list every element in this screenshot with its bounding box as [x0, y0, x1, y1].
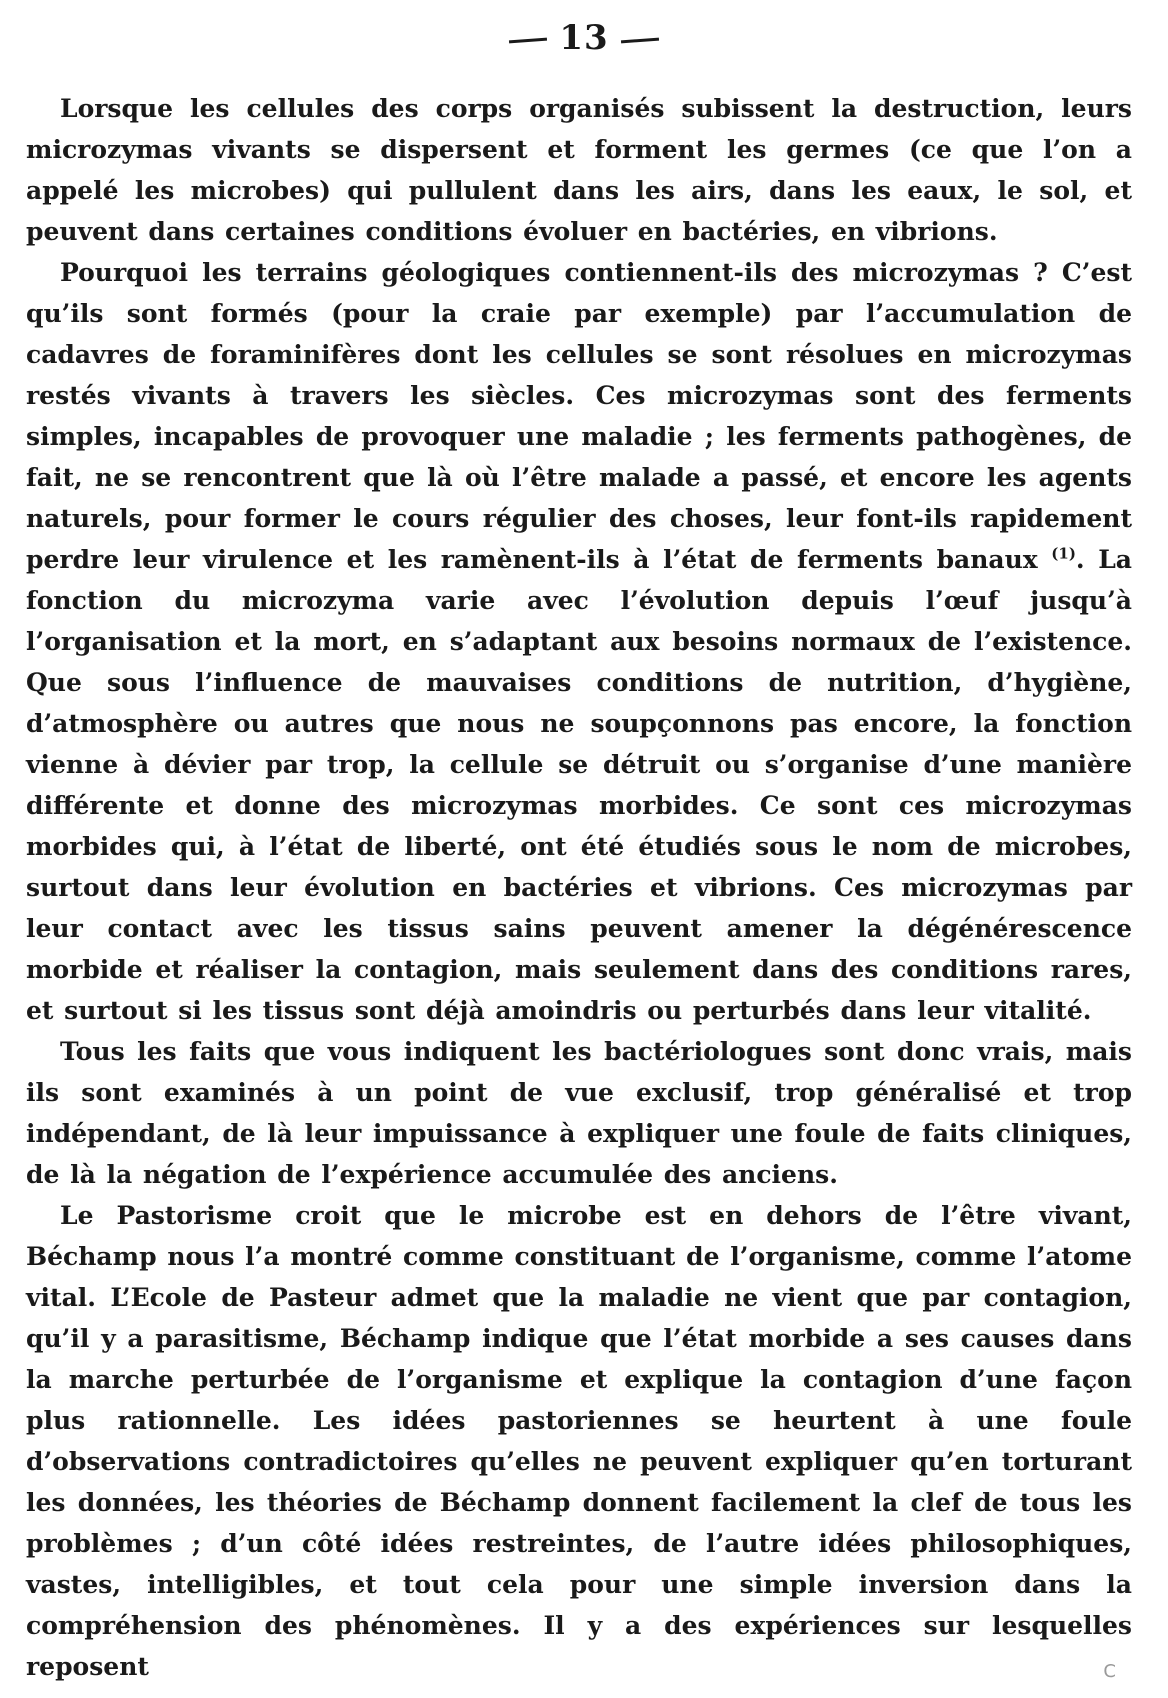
- left-dash-ornament: [509, 37, 547, 43]
- paragraph-2-part-1: Pourquoi les terrains géologiques contiennent-ils des microzymas ? C’est qu’ils sont formés (pour la craie par exemple) par l’accumulation de cadavres de foraminifères dont les cellules se sont résolues en microzymas restés vivants à travers les siècles. Ces microzymas sont des ferments simples, incapables de provoquer une maladie ; les ferments pathogènes, de fait, ne se rencontrent que là où l’être malade a passé, et encore les agents naturels, pour former le cours régulier des choses, leur font-ils rapidement perdre leur virulence et les ramènent-ils à l’état de ferments banaux: [26, 258, 1132, 574]
- paragraph-1: Lorsque les cellules des corps organisés subissent la destruction, leurs microzymas vivants se dispersent et forment les germes (ce que l’on a appelé les microbes) qui pullulent dans les airs, dans les eaux, le sol, et peuvent dans certaines conditions évoluer en bactéries, en vibrions.: [26, 94, 1132, 246]
- paragraph-2: [26, 252, 1132, 1031]
- right-dash-ornament: [621, 37, 659, 43]
- paragraph-3: Tous les faits que vous indiquent les bactériologues sont donc vrais, mais ils sont examinés à un point de vue exclusif, trop généralisé et trop indépendant, de là leur impuissance à expliquer une foule de faits cliniques, de là la négation de l’expérience accumulée des anciens.: [26, 1037, 1132, 1189]
- body-text: [26, 88, 1132, 1687]
- page-number: [0, 18, 1168, 58]
- footnote-reference: (1): [1051, 544, 1076, 563]
- paragraph-4: Le Pastorisme croit que le microbe est en dehors de l’être vivant, Béchamp nous l’a montré comme constituant de l’organisme, comme l’atome vital. L’Ecole de Pasteur admet que la maladie ne vient que par contagion, qu’il y a parasitisme, Béchamp indique que l’état morbide a ses causes dans la marche perturbée de l’organisme et explique la contagion d’une façon plus rationnelle. Les idées pastoriennes se heurtent à une foule d’observations contradictoires qu’elles ne peuvent expliquer qu’en torturant les données, les théories de Béchamp donnent facilement la clef de tous les problèmes ; d’un côté idées restreintes, de l’autre idées philosophiques, vastes, intelligibles, et tout cela pour une simple inversion dans la compréhension des phénomènes. Il y a des expériences sur lesquelles reposent: [26, 1201, 1132, 1681]
- page-number-value: 13: [559, 18, 609, 58]
- corner-mark: C: [1103, 1661, 1116, 1682]
- paragraph-2-part-2: . La fonction du microzyma varie avec l’évolution depuis l’œuf jusqu’à l’organisation et la mort, en s’adaptant aux besoins normaux de l’existence. Que sous l’influence de mauvaises conditions de nutrition, d’hygiène, d’atmosphère ou autres que nous ne soupçonnons pas encore, la fonction vienne à dévier par trop, la cellule se détruit ou s’organise d’une manière différente et donne des microzymas morbides. Ce sont ces microzymas morbides qui, à l’état de liberté, ont été étudiés sous le nom de microbes, surtout dans leur évolution en bactéries et vibrions. Ces microzymas par leur contact avec les tissus sains peuvent amener la dégénérescence morbide et réaliser la contagion, mais seulement dans des conditions rares, et surtout si les tissus sont déjà amoindris ou perturbés dans leur vitalité.: [26, 545, 1132, 1025]
